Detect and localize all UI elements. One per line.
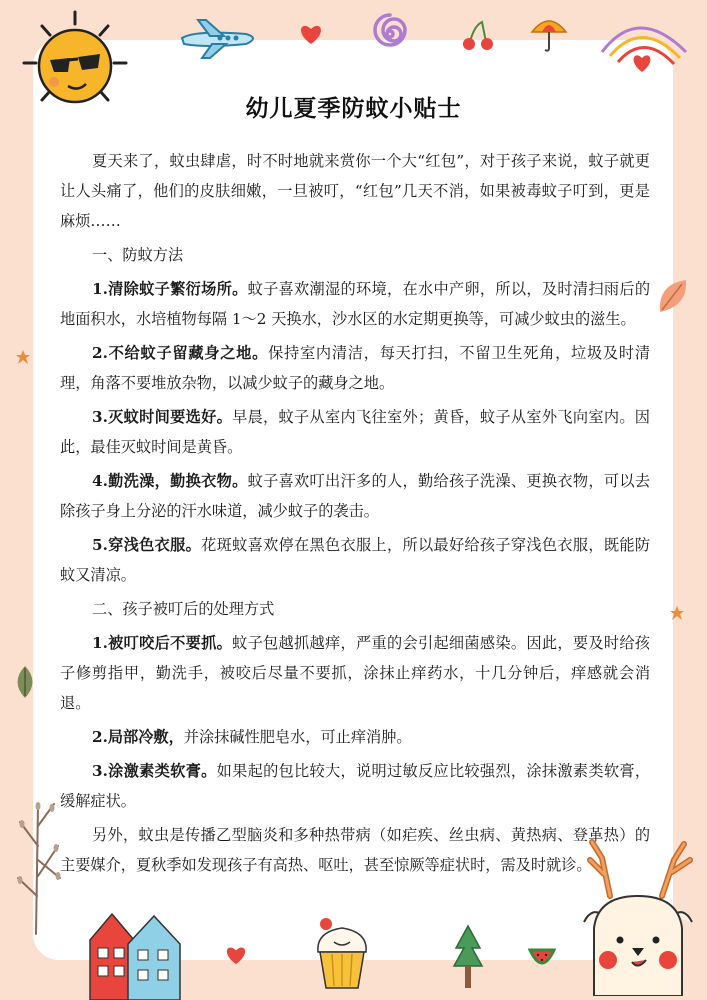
- item-lead: 2.局部冷敷，: [92, 728, 184, 746]
- list-item: [60, 530, 650, 590]
- item-text: 蚊子喜欢叮出汗多的人，勤给孩子洗澡、更换衣物，可以去除孩子身上分泌的汗水味道，减少蚊子的袭击。: [60, 472, 651, 520]
- intro-paragraph: 夏天来了，蚊虫肆虐，时不时地就来赏你一个大“红包”，对于孩子来说，蚊子就更让人头痛了，他们的皮肤细嫩，一旦被叮，“红包”几天不消，如果被毒蚊子叮到，更是麻烦……: [60, 152, 650, 230]
- page-title: 幼儿夏季防蚊小贴士: [245, 95, 462, 122]
- section-heading: 一、防蚊方法: [92, 246, 184, 264]
- item-text: 并涂抹碱性肥皂水，可止痒消肿。: [183, 728, 412, 746]
- leaf-icon: [12, 664, 38, 700]
- star-icon: [16, 350, 30, 364]
- leaf-icon: [656, 276, 690, 316]
- list-item: [60, 628, 650, 718]
- item-lead: 3.灭蚊时间要选好。: [92, 408, 233, 426]
- rainbow-icon: [598, 12, 694, 82]
- item-text: 早晨，蚊子从室内飞往室外；黄昏，蚊子从室外飞向室内。因此，最佳灭蚊时间是黄昏。: [60, 408, 650, 456]
- item-lead: 2.不给蚊子留藏身之地。: [92, 344, 269, 362]
- list-item: [60, 722, 650, 752]
- airplane-icon: [176, 16, 262, 62]
- houses-icon: [88, 904, 182, 1000]
- heart-icon: [224, 944, 248, 966]
- item-text: 保持室内清洁，每天打扫，不留卫生死角，垃圾及时清理，角落不要堆放杂物，以减少蚊子的藏身之地。: [60, 344, 651, 392]
- list-item: [60, 338, 650, 398]
- list-item: [60, 466, 650, 526]
- item-text: 蚊子包越抓越痒，严重的会引起细菌感染。因此，要及时给孩子修剪指甲，勤洗手，被咬后尽量不要抓，涂抹止痒药水，十几分钟后，痒感就会消退。: [60, 634, 650, 712]
- item-text: 蚊子喜欢潮湿的环境，在水中产卵，所以，及时清扫雨后的地面积水，水培植物每隔 1～2 天换水，沙水区的水定期更换等，可减少蚊虫的滋生。: [60, 280, 651, 328]
- item-lead: 3.涂激素类软膏。: [92, 762, 217, 780]
- item-lead: 1.清除蚊子繁衍场所。: [92, 280, 248, 298]
- umbrella-icon: [530, 14, 568, 54]
- spiral-icon: [366, 10, 414, 58]
- item-lead: 5.穿浅色衣服。: [92, 536, 202, 554]
- list-item: [60, 756, 650, 816]
- item-lead: 4.勤洗澡，勤换衣物。: [92, 472, 248, 490]
- watermelon-icon: [528, 946, 556, 970]
- item-text: 花斑蚊喜欢停在黑色衣服上，所以最好给孩子穿浅色衣服，既能防蚊又清凉。: [60, 536, 651, 584]
- item-text: 如果起的包比较大，说明过敏反应比较强烈，涂抹激素类软膏，缓解症状。: [60, 762, 651, 810]
- list-item: [60, 402, 650, 462]
- item-lead: 1.被叮咬后不要抓。: [92, 634, 233, 652]
- heart-icon: [298, 22, 324, 46]
- closing-paragraph: 另外，蚊虫是传播乙型脑炎和多种热带病（如疟疾、丝虫病、黄热病、登革热）的主要媒介，夏秋季如发现孩子有高热、呕吐，甚至惊厥等症状时，需及时就诊。: [60, 826, 650, 874]
- article-body: [60, 146, 650, 884]
- pine-tree-icon: [452, 924, 484, 990]
- star-icon: [670, 606, 684, 620]
- section-heading: 二、孩子被叮后的处理方式: [92, 600, 275, 618]
- cherries-icon: [460, 18, 496, 52]
- list-item: [60, 274, 650, 334]
- cupcake-icon: [312, 912, 372, 990]
